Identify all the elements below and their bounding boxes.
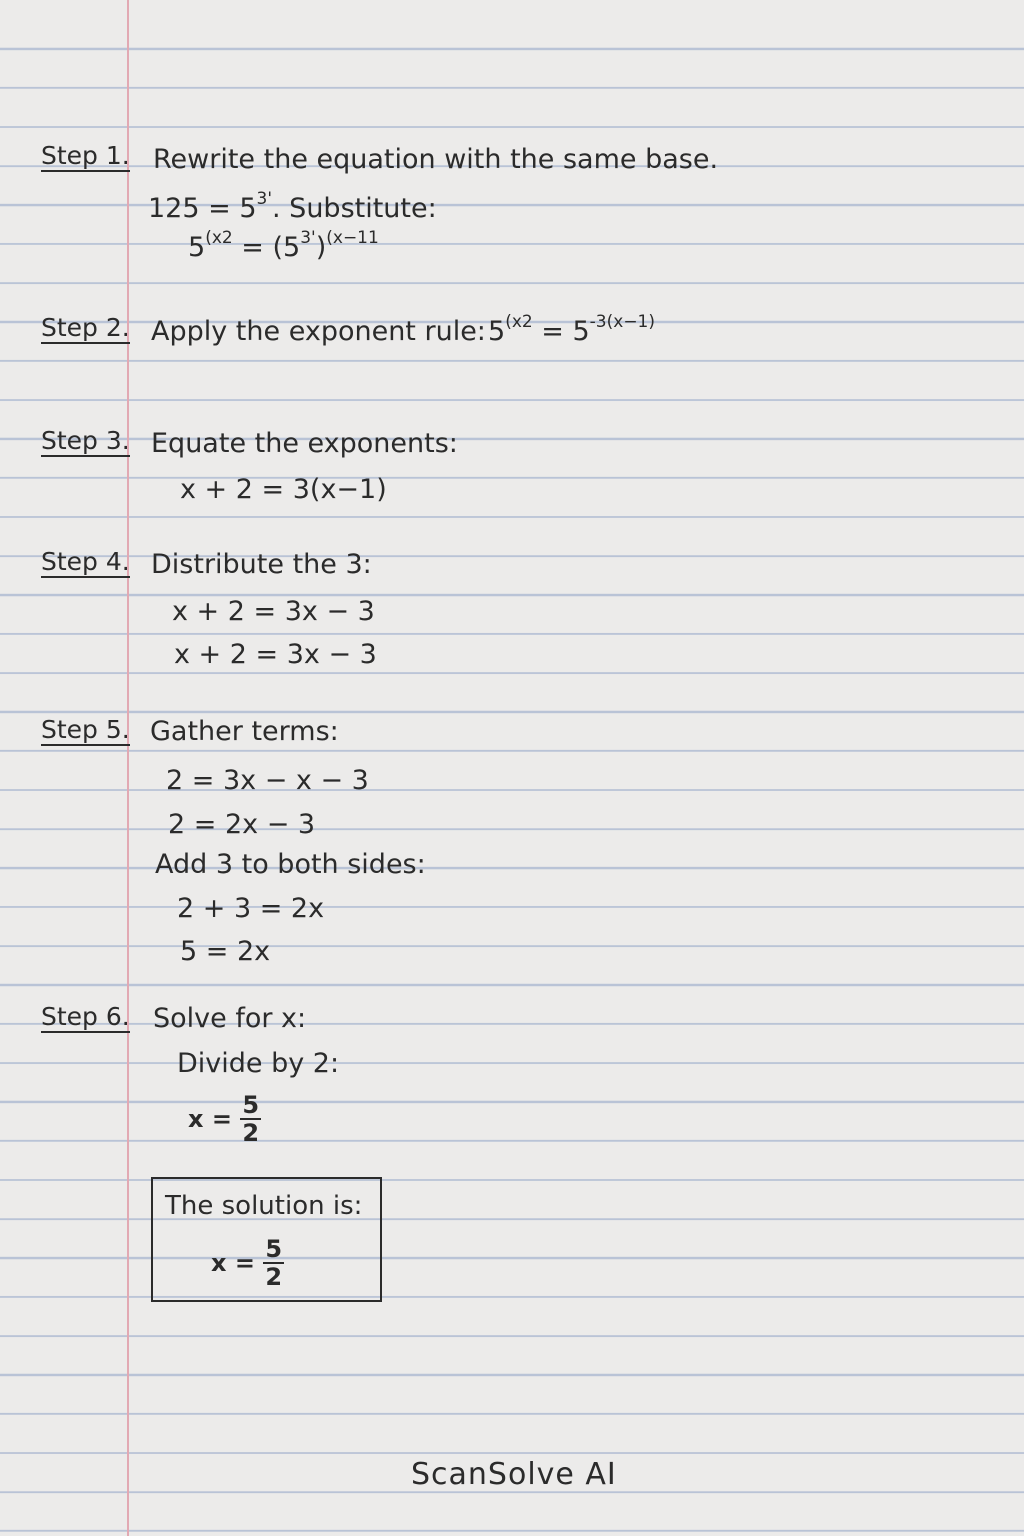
answer-fraction: $\frac{5}{2}$ bbox=[265, 1235, 283, 1291]
answer-expression: x = $\frac{5}{2}$ bbox=[211, 1235, 283, 1291]
step-3-instruction: Equate the exponents: bbox=[151, 428, 458, 459]
step-4-line-1: x + 2 = 3x − 3 bbox=[172, 596, 375, 627]
step-4-instruction: Distribute the 3: bbox=[151, 549, 372, 580]
margin-line bbox=[127, 0, 129, 1536]
step-6-label: Step 6. bbox=[41, 1002, 130, 1031]
step-5-sub-line-2: 5 = 2x bbox=[180, 936, 271, 967]
step-1-line-1: $125 = 5^{3'}$. Substitute: bbox=[148, 189, 437, 224]
step-3-line-1: x + 2 = 3(x−1) bbox=[180, 474, 387, 505]
step-1-line-2: $5^{(x2} = (5^{3'})^{(x-11}$ bbox=[188, 228, 379, 263]
step-5-line-1: 2 = 3x − x − 3 bbox=[166, 765, 369, 796]
step-6-sub-instruction: Divide by 2: bbox=[177, 1048, 340, 1079]
step-5-line-2: 2 = 2x − 3 bbox=[168, 809, 316, 840]
answer-title: The solution is: bbox=[165, 1191, 363, 1221]
step-6-result: x = $\frac{5}{2}$ bbox=[188, 1091, 260, 1147]
step-2-label: Step 2. bbox=[41, 313, 130, 342]
step-4-line-2: x + 2 = 3x − 3 bbox=[174, 639, 377, 670]
step-5-label: Step 5. bbox=[41, 715, 130, 744]
step-6-instruction: Solve for x: bbox=[153, 1003, 307, 1034]
step-5-sub-instruction: Add 3 to both sides: bbox=[155, 849, 426, 880]
step-2-instruction: Apply the exponent rule: bbox=[151, 316, 486, 347]
step-3-label: Step 3. bbox=[41, 426, 130, 455]
step-4-label: Step 4. bbox=[41, 547, 130, 576]
step-1-instruction: Rewrite the equation with the same base. bbox=[153, 144, 719, 175]
step-1-label: Step 1. bbox=[41, 141, 130, 170]
footer-brand: ScanSolve AI bbox=[411, 1457, 617, 1492]
step-6-fraction: $\frac{5}{2}$ bbox=[242, 1091, 260, 1147]
step-2-expression: $5^{(x2} = 5^{-3(x-1)}$ bbox=[488, 312, 656, 347]
step-5-sub-line-1: 2 + 3 = 2x bbox=[177, 893, 325, 924]
step-5-instruction: Gather terms: bbox=[150, 716, 339, 747]
answer-box bbox=[151, 1177, 382, 1302]
